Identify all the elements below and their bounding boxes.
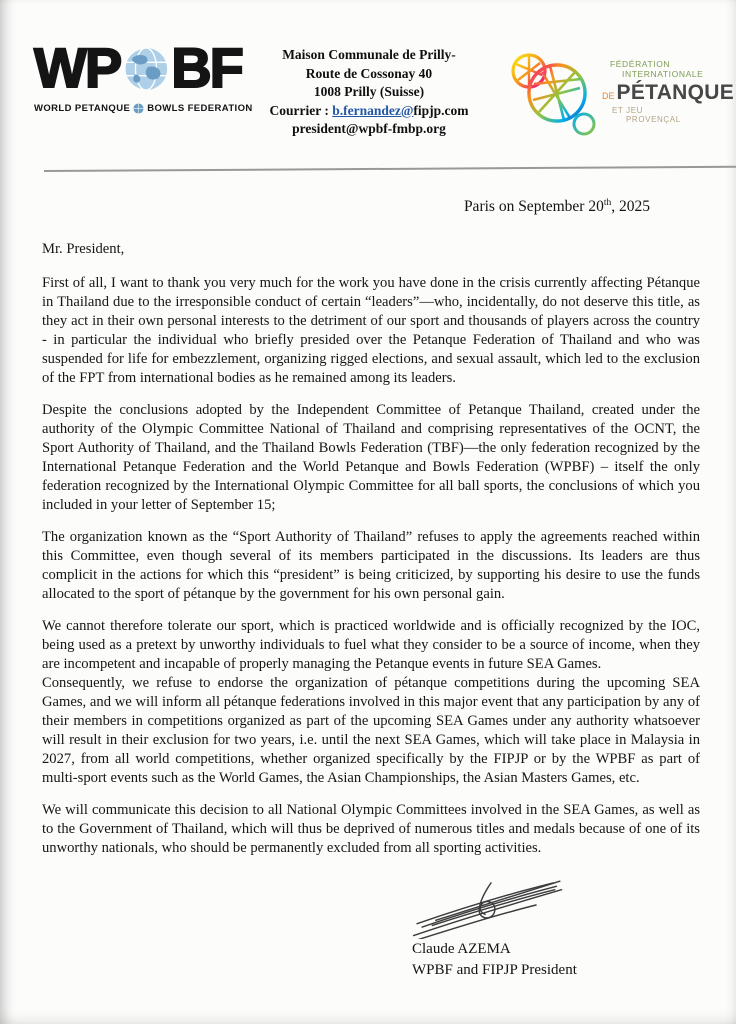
courrier-label: Courrier : (269, 102, 333, 118)
date-rest: , 2025 (611, 198, 650, 216)
address-courrier-line (249, 102, 489, 121)
date-ordinal: th (603, 198, 612, 208)
globe-small-icon (133, 103, 144, 114)
wpbf-acronym-left: WP (34, 36, 121, 99)
wpbf-tagline (34, 103, 253, 114)
paragraph-1: First of all, I want to thank you very much for the work you have done in the crisis currently affecting Pétanque in Thailand due to the irresponsible conduct of certain “leaders”—who, incidentally, do not deserve this title, as they act in their own personal interests to the detriment of our sport and thousands of players across the country - in particular the individual who briefly presided over the Petanque Federation of Thailand and who was suspended for life for embezzlement, organizing rigged elections, and sexual assault, which led to the exclusion of the FPT from international bodies as he remained among its leaders. (42, 275, 700, 387)
fipjp-line-3: ET JEU (612, 105, 644, 115)
signature-name: Claude AZEMA (412, 941, 511, 958)
wpbf-tagline-left: WORLD PETANQUE (34, 103, 131, 114)
paragraph-6: We will communicate this decision to all National Olympic Committees involved in the SEA Games, as well as to the Government of Thailand, which will thus be deprived of numerous titles and medals because of one of its unworthy nationals, who should be permanently excluded from all sporting activities. (42, 802, 700, 857)
wpbf-acronym-right: BF (171, 36, 242, 99)
paragraph-2: Despite the conclusions adopted by the Independent Committee of Petanque Thailand, created under the authority of the Olympic Committee National of Thailand and comprising representatives of the OCNT, the Sport Authority of Thailand, and the Thailand Bowls Federation (TBF)—the only federation recognized by the International Petanque Federation and the World Petanque and Bowls Federation (WPBF) – itself the only federation recognized by the International Olympic Committee for all ball sports, the conclusions of which you included in your letter of September 15; (42, 402, 700, 514)
email-link[interactable]: b.fernandez@ (332, 102, 414, 118)
fipjp-logo (508, 44, 735, 140)
signature-title: WPBF and FIPJP President (412, 962, 577, 979)
salutation: Mr. President, (42, 241, 125, 258)
dateline (0, 198, 736, 216)
header-divider (44, 166, 736, 172)
paragraph-4: We cannot therefore tolerate our sport, which is practiced worldwide and is officially recognized by the IOC, being used as a pretext by unworthy individuals to fuel what they consider to be a source of income, when they are incompetent and incapable of properly managing the Petanque events in future SEA Games. (42, 618, 700, 673)
fipjp-petanque-wordmark: PÉTANQUE (616, 80, 735, 104)
fipjp-line-4: PROVENÇAL (626, 114, 681, 124)
address-email-2: president@wpbf-fmbp.org (292, 121, 446, 136)
address-line-2: Route de Cossonay 40 (305, 65, 433, 81)
fipjp-line-1: FÉDÉRATION (610, 58, 671, 69)
date-main: Paris on September 20 (463, 198, 604, 216)
fipjp-logo-text (602, 60, 734, 124)
letterhead (0, 0, 736, 140)
wpbf-tagline-right: BOWLS FEDERATION (147, 103, 253, 114)
fipjp-de: DE (602, 90, 615, 101)
paragraph-3: The organization known as the “Sport Authority of Thailand” refuses to apply the agreements reached within this Committee, even though several of its members participated in the discussions. Its leaders are thus complicit in the actions for which this “president” is being criticized, by supporting his desire to use the funds allocated to the sport of pétanque by the government for his own personal gain. (42, 529, 700, 603)
petanque-balls-icon (508, 44, 600, 140)
email-domain: fipjp.com (413, 102, 469, 118)
signature-scrawl (396, 871, 586, 939)
signature-block (388, 871, 628, 981)
wpbf-logo (34, 36, 253, 114)
letter-body (0, 216, 736, 858)
fipjp-line-2: INTERNATIONALE (622, 68, 704, 79)
globe-icon (123, 46, 169, 92)
paragraph-5: Consequently, we refuse to endorse the organization of pétanque competitions during the upcoming SEA Games, and we will inform all pétanque federations involved in this major event that any participation by any of their members in competitions organized as part of the upcoming SEA Games under any authority whatsoever will result in their exclusion for two years, i.e. until the next SEA Games, which will take place in Malaysia in 2027, from all world competitions, whether organized specifically by the FIPJP or by the WPBF as part of multi-sport events such as the World Games, the Asian Championships, the Asian Masters Games, etc. (42, 675, 700, 787)
address-line-3: 1008 Prilly (Suisse) (313, 84, 425, 99)
letterhead-address (249, 46, 489, 139)
address-line-1: Maison Communale de Prilly- (282, 47, 456, 62)
wpbf-acronym (34, 36, 242, 99)
